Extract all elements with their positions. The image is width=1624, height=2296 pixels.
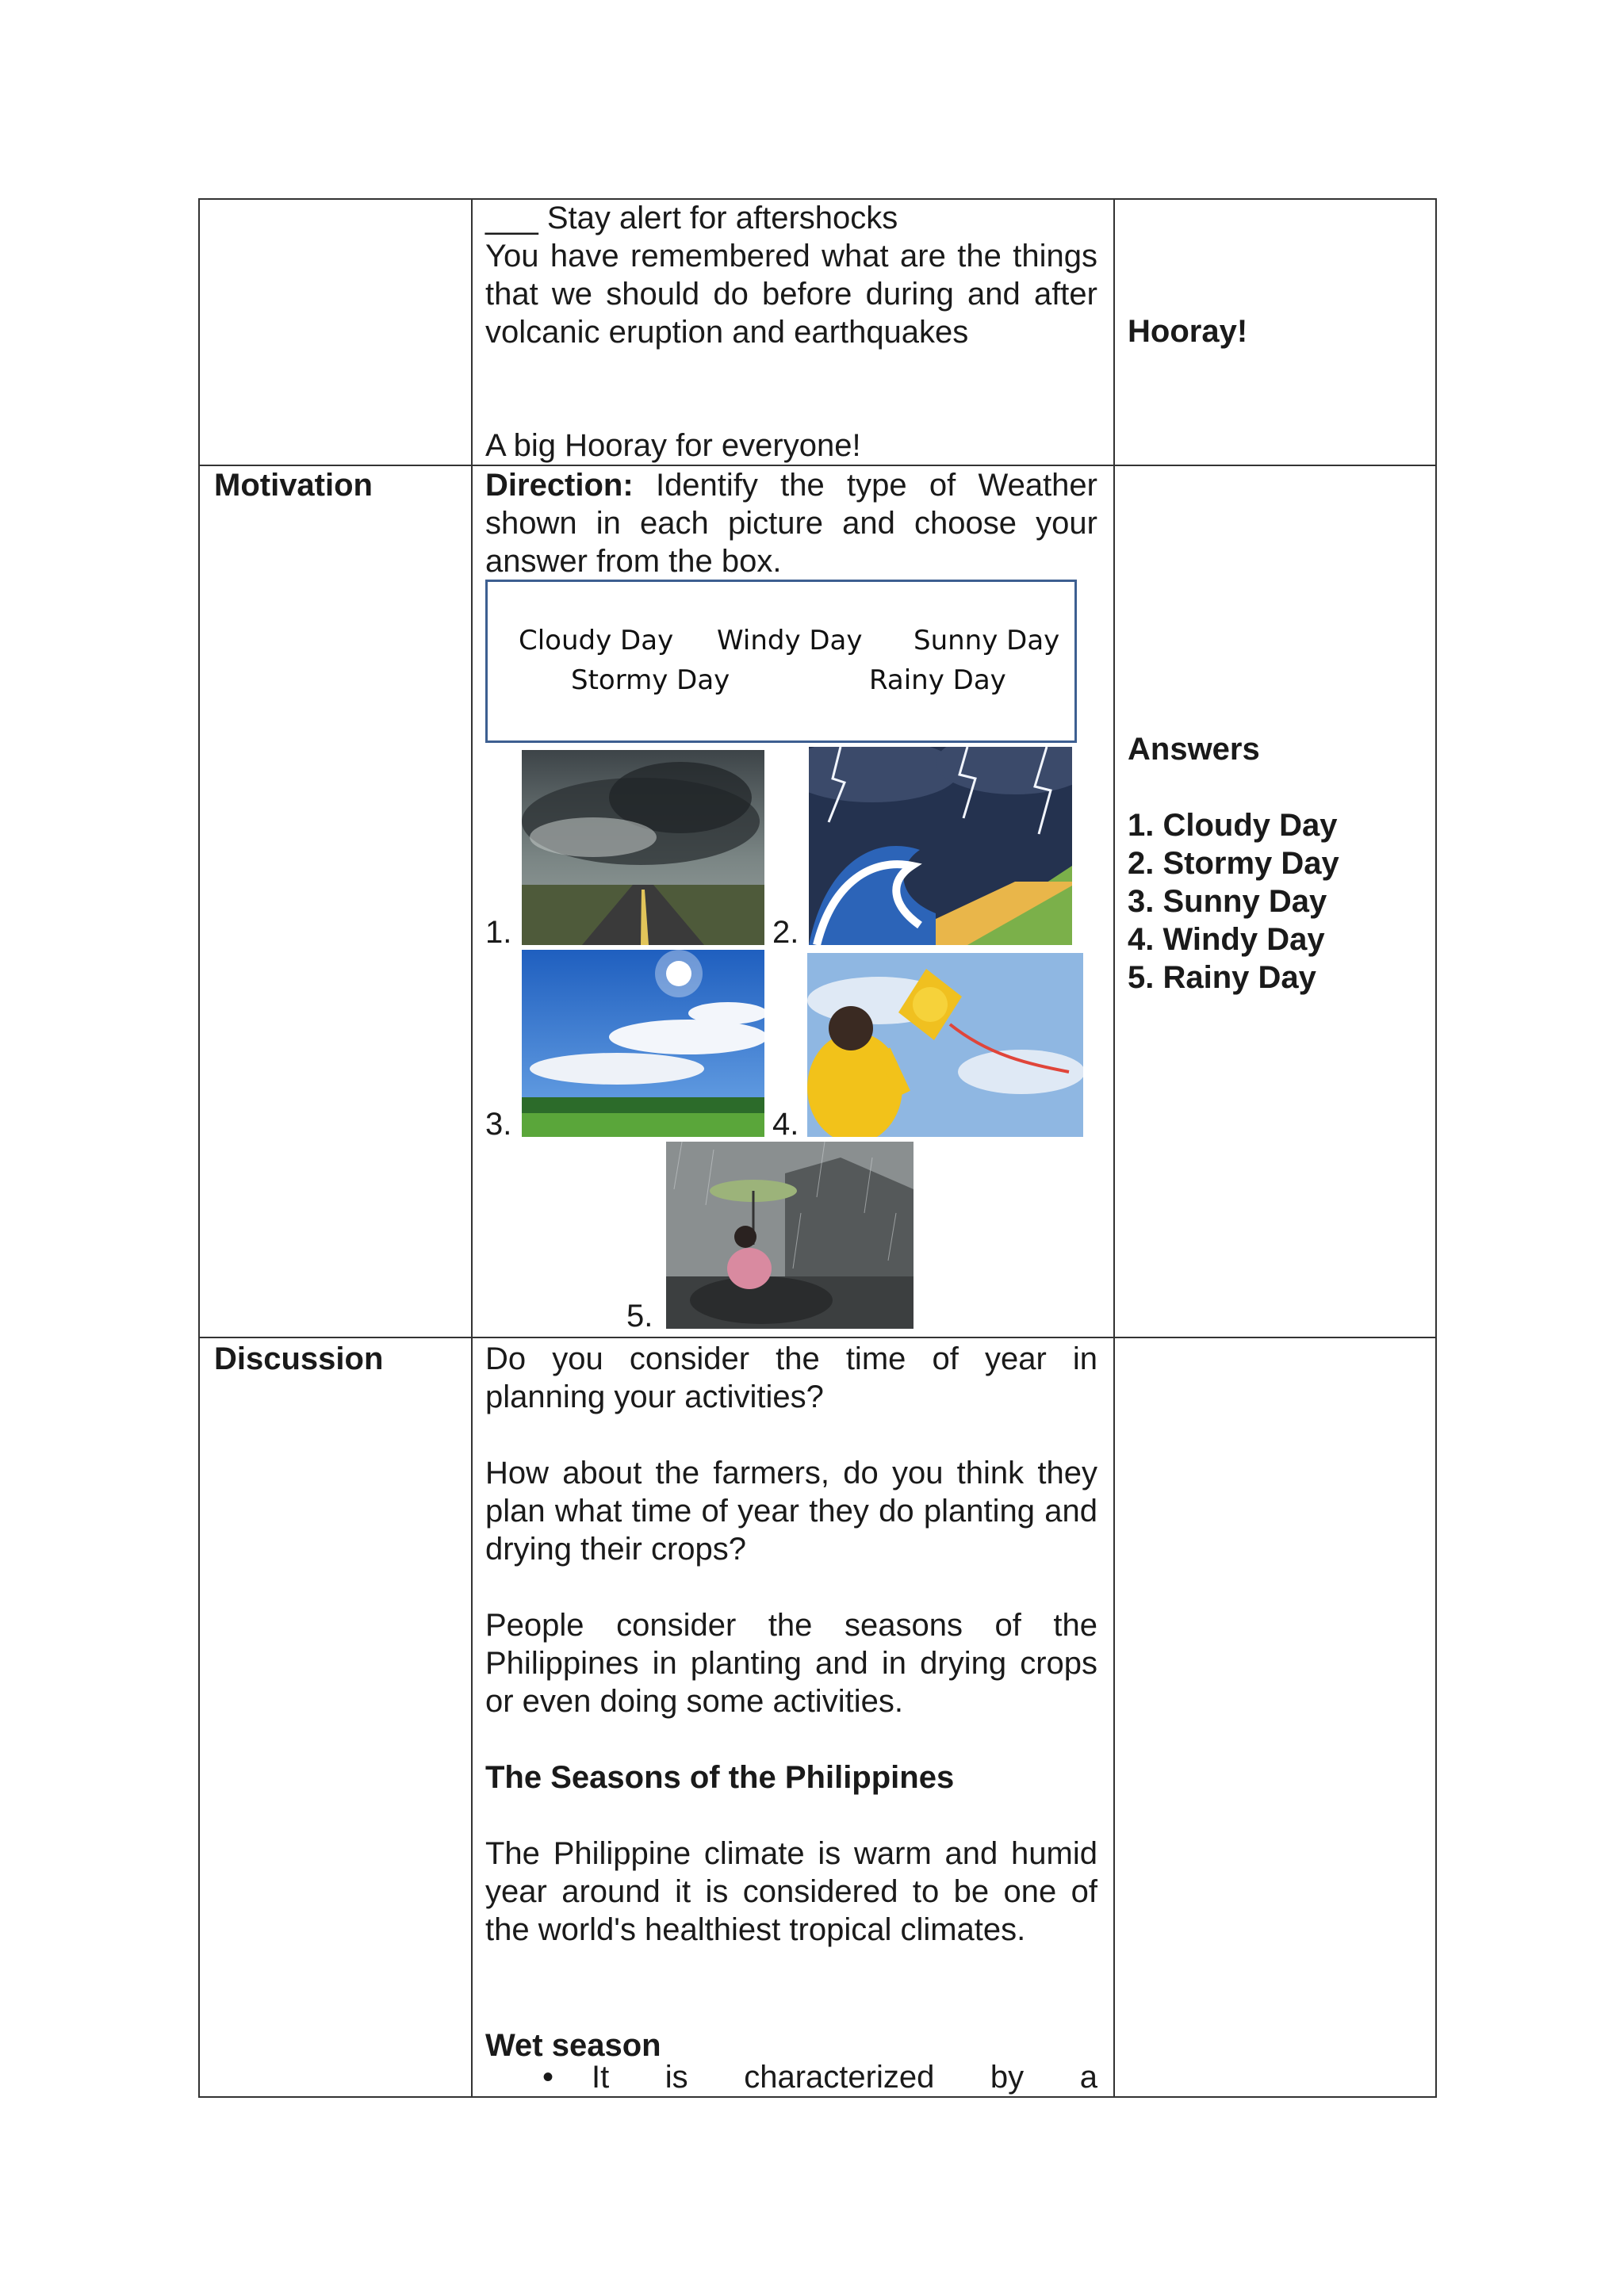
answers-title: Answers <box>1128 732 1260 767</box>
seasons-heading: The Seasons of the Philippines <box>485 1760 955 1795</box>
boy-with-kite-image <box>807 953 1083 1137</box>
picture-number-4: 4. <box>772 1107 799 1142</box>
answer-item-3: 3. Sunny Day <box>1128 884 1327 919</box>
answer-item-4: 4. Windy Day <box>1128 922 1325 957</box>
discussion-question-2: How about the farmers, do you think they plan what time of year they do planting and drying their crops? <box>485 1456 1097 1567</box>
discussion-question-1: Do you consider the time of year in planning your activities? <box>485 1341 1097 1414</box>
row-divider <box>200 1337 1435 1338</box>
answer-item-1: 1. Cloudy Day <box>1128 808 1338 843</box>
answer-choice-box <box>485 580 1077 743</box>
bullet-marker: • <box>542 2060 554 2095</box>
answer-item-2: 2. Stormy Day <box>1128 846 1339 881</box>
choice-windy-day: Windy Day <box>717 625 863 656</box>
hooray-label: Hooray! <box>1128 314 1248 349</box>
answer-item-5: 5. Rainy Day <box>1128 960 1316 995</box>
picture-number-1: 1. <box>485 915 512 950</box>
discussion-label: Discussion <box>214 1341 384 1376</box>
sunny-sky-image <box>522 950 764 1137</box>
aftershock-line: ___ Stay alert for aftershocks <box>485 201 898 235</box>
choice-rainy-day: Rainy Day <box>869 664 1006 696</box>
climate-paragraph: The Philippine climate is warm and humid year around it is considered to be one of the world's healthiest tropical climates. <box>485 1836 1097 1947</box>
picture-number-3: 3. <box>485 1107 512 1142</box>
choice-stormy-day: Stormy Day <box>571 664 730 696</box>
motivation-label: Motivation <box>214 468 373 503</box>
choice-cloudy-day: Cloudy Day <box>519 625 674 656</box>
picture-number-5: 5. <box>626 1299 653 1334</box>
storm-cloud-road-image <box>522 750 764 945</box>
column-divider <box>471 200 473 2096</box>
direction-text <box>485 466 1097 580</box>
lightning-wave-image <box>809 747 1072 945</box>
column-divider <box>1113 200 1115 2096</box>
wet-season-bullet-text: It is characterized by a <box>592 2060 1097 2095</box>
direction-label: Direction: <box>485 468 634 503</box>
direction-instructions: Identify the type of Weather shown in each picture and choose your answer from the box. <box>485 468 1097 579</box>
hooray-closing: A big Hooray for everyone! <box>485 428 861 463</box>
girl-in-rain-image <box>666 1142 914 1329</box>
picture-number-2: 2. <box>772 915 799 950</box>
discussion-paragraph-seasons: People consider the seasons of the Philippines in planting and in drying crops or even doing some activities. <box>485 1608 1097 1719</box>
wet-season-heading: Wet season <box>485 2028 661 2063</box>
choice-sunny-day: Sunny Day <box>914 625 1060 656</box>
remembered-paragraph: You have remembered what are the things that we should do before during and after volcanic eruption and earthquakes <box>485 239 1097 350</box>
